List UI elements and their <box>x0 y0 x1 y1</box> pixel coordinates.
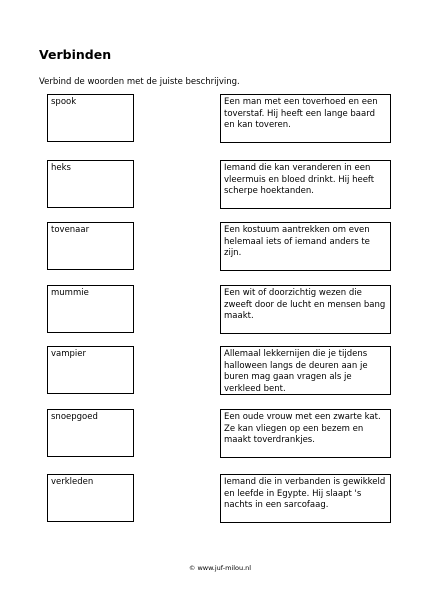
word-box: mummie <box>47 285 134 333</box>
word-box: heks <box>47 160 134 208</box>
match-row <box>0 474 440 523</box>
word-box: snoepgoed <box>47 409 134 457</box>
description-box: Een oude vrouw met een zwarte kat. Ze kan vliegen op een bezem en maakt toverdrankjes. <box>220 409 391 458</box>
match-row <box>0 222 440 271</box>
description-box: Een kostuum aantrekken om even helemaal iets of iemand anders te zijn. <box>220 222 391 271</box>
description-box: Een wit of doorzichtig wezen die zweeft door de lucht en mensen bang maakt. <box>220 285 391 334</box>
match-row <box>0 94 440 143</box>
description-box: Een man met een toverhoed en een toverstaf. Hij heeft een lange baard en kan toveren. <box>220 94 391 143</box>
page-title: Verbinden <box>39 47 112 62</box>
match-row <box>0 409 440 458</box>
match-row <box>0 346 440 395</box>
word-box: vampier <box>47 346 134 394</box>
word-box: verkleden <box>47 474 134 522</box>
description-box: Iemand die kan veranderen in een vleermuis en bloed drinkt. Hij heeft scherpe hoektanden. <box>220 160 391 209</box>
word-box: tovenaar <box>47 222 134 270</box>
instruction-text: Verbind de woorden met de juiste beschrijving. <box>39 77 240 87</box>
match-row <box>0 160 440 209</box>
copyright-footer: © www.juf-milou.nl <box>188 564 252 572</box>
description-box: Iemand die in verbanden is gewikkeld en leefde in Egypte. Hij slaapt 's nachts in een sarcofaag. <box>220 474 391 523</box>
match-row <box>0 285 440 334</box>
description-box: Allemaal lekkernijen die je tijdens halloween langs de deuren aan je buren mag gaan vragen als je verkleed bent. <box>220 346 391 395</box>
word-box: spook <box>47 94 134 142</box>
